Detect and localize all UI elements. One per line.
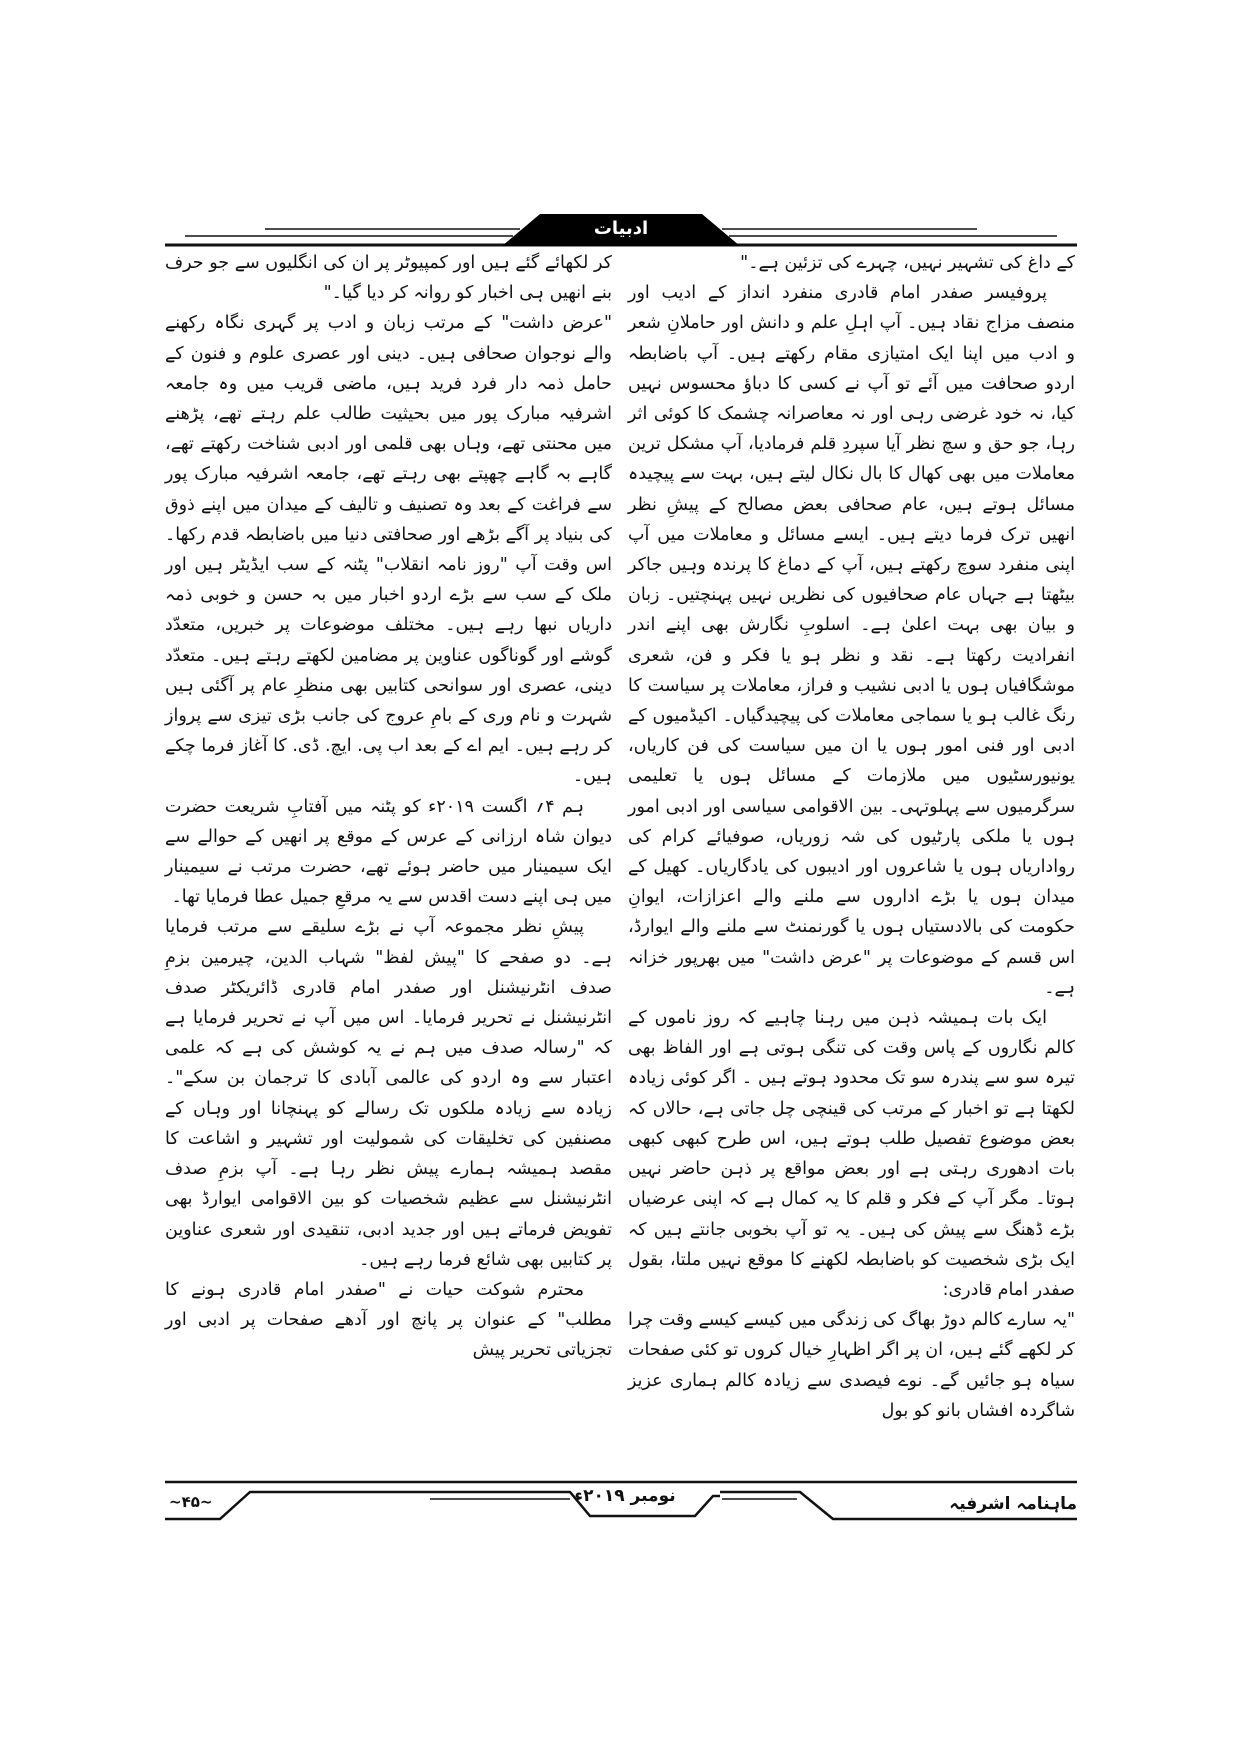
article-column-left (165, 248, 612, 1366)
paragraph: کے داغ کی تشہیر نہیں، چہرے کی تزئین ہے۔" (740, 253, 1075, 273)
paragraph: "عرض داشت" کے مرتب زبان و ادب پر گہری نگاہ رکھنے والے نوجوان صحافی ہیں۔ دینی اور عصری علوم و فنون کے حامل ذمہ دار فرد فرید ہیں، ماضی قریب میں وہ جامعہ اشرفیہ مبارک پور میں بحیثیت طالب علم رہتے تھے، پڑھنے میں محنتی تھے، وہاں بھی قلمی اور ادبی شناخت رکھتے تھے، گاہے بہ گاہے چھپتے بھی رہتے تھے، جامعہ اشرفیہ مبارک پور سے فراغت کے بعد وہ تصنیف و تالیف کے میدان میں اپنے ذوق کی بنیاد پر آگے بڑھے اور صحافتی دنیا میں باضابطہ قدم رکھا۔ اس وقت آپ "روز نامہ انقلاب" پٹنہ کے سب ایڈیٹر ہیں اور ملک کے سب سے بڑے اردو اخبار میں بہ حسن و خوبی ذمہ داریاں نبھا رہے ہیں۔ مختلف موضوعات پر خبریں، متعدّد گوشے اور گوناگوں عناوین پر مضامین لکھتے رہتے ہیں۔ متعدّد دینی، عصری اور سوانحی کتابیں بھی منظرِ عام پر آگئی ہیں شہرت و نام وری کے بامِ عروج کی جانب بڑی تیزی سے پرواز کر رہے ہیں۔ ایم اے کے بعد اب پی. ایچ. ڈی. کا آغاز فرما چکے ہیں۔ (165, 313, 612, 787)
issue-date: نومبر ۲۰۱۹ء (574, 1486, 676, 1506)
quote-paragraph: "یہ سارے کالم دوڑ بھاگ کی زندگی میں کیسے کیسے وقت چرا کر لکھے گئے ہیں، ان پر اگر اظہارِ خیال کروں تو کئی صفحات سیاہ ہو جائیں گے۔ نوے فیصدی سے زیادہ کالم ہماری عزیز شاگردہ افشاں بانو کو بول (628, 1310, 1075, 1421)
paragraph: ہم ۴؍ اگست ۲۰۱۹ء کو پٹنہ میں آفتابِ شریعت حضرت دیوان شاہ ارزانی کے عرس کے موقع پر انھیں کے حوالے سے ایک سیمینار میں حاضر ہوئے تھے، حضرت مرتب نے سیمینار میں ہی اپنے دست اقدس سے یہ مرقعِ جمیل عطا فرمایا تھا۔ (165, 796, 612, 908)
paragraph: ایک بات ہمیشہ ذہن میں رہنا چاہیے کہ روز ناموں کے کالم نگاروں کے پاس وقت کی تنگی ہوتی ہے اور الفاظ بھی تیرہ سو سے پندرہ سو تک محدود ہوتے ہیں ۔ اگر کوئی زیادہ لکھتا ہے تو اخبار کے مرتب کی قینچی چل جاتی ہے، حالاں کہ بعض موضوع تفصیل طلب ہوتے ہیں، اس طرح کبھی کبھی بات ادھوری رہتی ہے اور بعض مواقع پر ذہن حاضر نہیں ہوتا۔ مگر آپ کے فکر و قلم کا یہ کمال ہے کہ اپنی عرضیاں بڑے ڈھنگ سے پیش کی ہیں۔ یہ تو آپ بخوبی جانتے ہیں کہ ایک بڑی شخصیت کو باضابطہ لکھنے کا موقع نہیں ملتا، بقول صفدر امام قادری: (628, 1008, 1075, 1300)
section-title: ادبیات (593, 218, 649, 239)
paragraph: پیشِ نظر مجموعہ آپ نے بڑے سلیقے سے مرتب فرمایا ہے۔ دو صفحے کا "پیش لفظ" شہاب الدین، چیرمین بزمِ صدف انٹرنیشنل اور صفدر امام قادری ڈائریکٹر صدف انٹرنیشنل نے تحریر فرمایا۔ اس میں آپ نے تحریر فرمایا ہے کہ "رسالہ صدف میں ہم نے یہ کوشش کی ہے کہ علمی اعتبار سے وہ اردو کی عالمی آبادی کا ترجمان بن سکے"۔ زیادہ سے زیادہ ملکوں تک رسالے کو پہنچانا اور وہاں کے مصنفین کی تخلیقات کی شمولیت اور تشہیر و اشاعت کا مقصد ہمیشہ ہمارے پیش نظر رہا ہے۔ آپ بزمِ صدف انٹرنیشنل سے عظیم شخصیات کو بین الاقوامی ایوارڈ بھی تفویض فرماتے ہیں اور جدید ادبی، تنقیدی اور شعری عناوین پر کتابیں بھی شائع فرما رہے ہیں۔ (165, 917, 612, 1270)
paragraph: کر لکھائے گئے ہیں اور کمپیوٹر پر ان کی انگلیوں سے جو حرف بنے انھیں ہی اخبار کو روانہ کر دیا گیا۔" (165, 253, 612, 304)
footer-rules-decoration (165, 1476, 1077, 1536)
magazine-name: ماہنامہ اشرفیہ (949, 1494, 1077, 1514)
page-number: ~۴۵~ (169, 1493, 213, 1511)
article-column-right (628, 248, 1075, 1426)
page-footer (165, 1476, 1077, 1536)
paragraph: پروفیسر صفدر امام قادری منفرد انداز کے ادیب اور منصف مزاج نقاد ہیں۔ آپ اہلِ علم و دانش اور حاملانِ شعر و ادب میں اپنا ایک امتیازی مقام رکھتے ہیں۔ آپ باضابطہ اردو صحافت میں آئے تو آپ نے کسی کا دباؤ محسوس نہیں کیا، نہ خود غرضی رہی اور نہ معاصرانہ چشمک کا کوئی اثر رہا، جو حق و سچ نظر آیا سپردِ قلم فرمادیا، آپ مشکل ترین معاملات میں بھی کھال کا بال نکال لیتے ہیں، بہت سے پیچیدہ مسائل ہوتے ہیں، عام صحافی بعض مصالح کے پیشِ نظر انھیں ترک فرما دیتے ہیں۔ ایسے مسائل و معاملات میں آپ اپنی منفرد سوچ رکھتے ہیں، آپ کے دماغ کا پرندہ وہیں جاکر بیٹھتا ہے جہاں عام صحافیوں کی نظریں نہیں پہنچتیں۔ زبان و بیان بھی بہت اعلیٰ ہے۔ اسلوبِ نگارش بھی اپنے اندر انفرادیت رکھتا ہے۔ نقد و نظر ہو یا فکر و فن، شعری موشگافیاں ہوں یا ادبی نشیب و فراز، معاملات پر سیاست کا رنگ غالب ہو یا سماجی معاملات کی پیچیدگیاں۔ اکیڈمیوں کے ادبی اور فنی امور ہوں یا ان میں سیاست کی فن کاریاں، یونیورسٹیوں میں ملازمات کے مسائل ہوں یا تعلیمی سرگرمیوں سے پہلوتہی۔ بین الاقوامی سیاسی اور ادبی امور ہوں یا ملکی پارٹیوں کی شہ زوریاں، صوفیائے کرام کی رواداریاں ہوں یا شاعروں اور ادیبوں کی یادگاریاں۔ کھیل کے میدان ہوں یا بڑے اداروں سے ملنے والے اعزازات، ایوانِ حکومت کی بالادستیاں ہوں یا گورنمنٹ سے ملنے والے ایوارڈ، اس قسم کے موضوعات پر "عرض داشت" میں بھرپور خزانہ ہے۔ (628, 283, 1075, 998)
paragraph: محترم شوکت حیات نے "صفدر امام قادری ہونے کا مطلب" کے عنوان پر پانچ اور آدھے صفحات پر ادبی اور تجزیاتی تحریر پیش (165, 1279, 612, 1361)
section-header (165, 212, 1077, 248)
